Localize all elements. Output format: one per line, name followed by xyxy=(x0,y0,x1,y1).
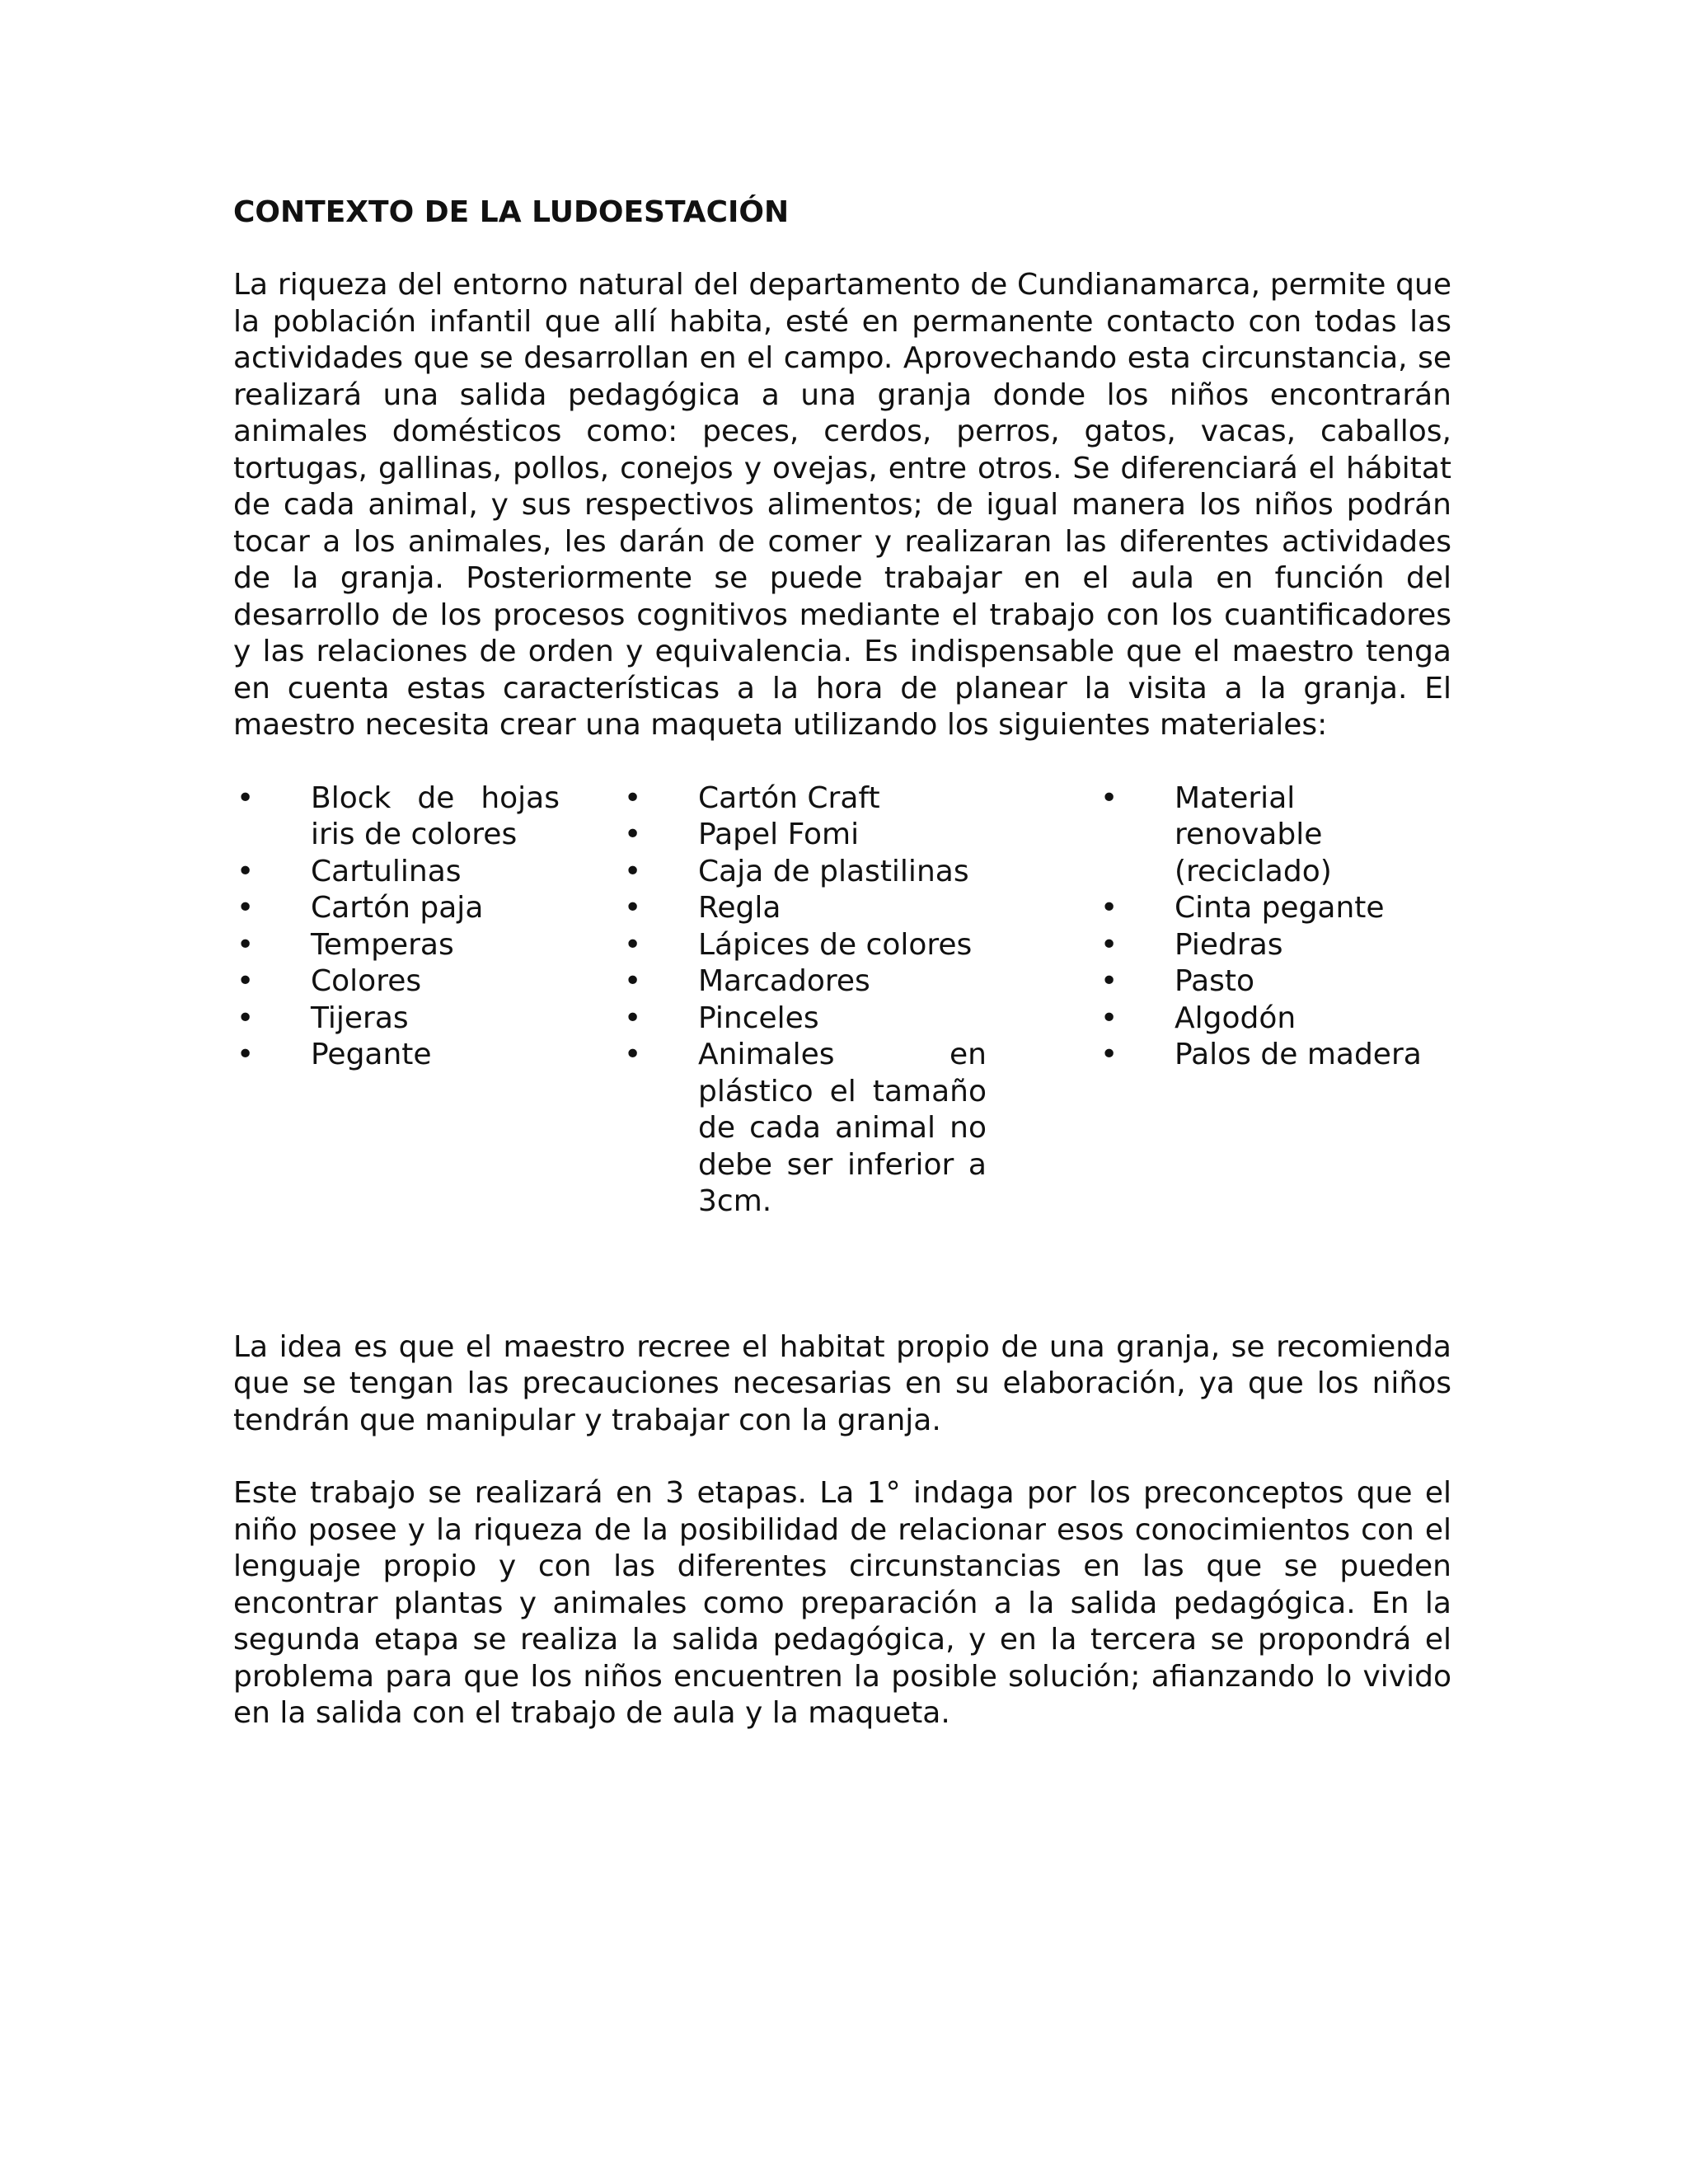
page-content xyxy=(233,194,1451,1732)
bullet-icon: • xyxy=(1100,1001,1118,1035)
bullet-icon: • xyxy=(624,818,642,851)
bullet-icon: • xyxy=(237,964,255,998)
intro-paragraph: La riqueza del entorno natural del departamento de Cundianamarca, permite que la población infantil que allí habita, esté en permanente contacto con todas las actividades que se desarrollan en el campo. Aprovechando esta circunstancia, se realizará una salida pedagógica a una granja donde los niños encontrarán animales domésticos como: peces, cerdos, perros, gatos, vacas, caballos, tortugas, gallinas, pollos, conejos y ovejas, entre otros. Se diferenciará el hábitat de cada animal, y sus respectivos alimentos; de igual manera los niños podrán tocar a los animales, les darán de comer y realizaran las diferentes actividades de la granja. Posteriormente se puede trabajar en el aula en función del desarrollo de los procesos cognitivos mediante el trabajo con los cuantificadores y las relaciones de orden y equivalencia. Es indispensable que el maestro tenga en cuenta estas características a la hora de planear la visita a la granja. El maestro necesita crear una maqueta utilizando los siguientes materiales: xyxy=(233,268,1451,742)
list-item: • Block de hojas iris de colores xyxy=(237,780,560,851)
bullet-icon: • xyxy=(237,891,255,925)
list-item: • Temperas xyxy=(233,927,560,964)
materials-column-1 xyxy=(233,780,621,1221)
bullet-icon: • xyxy=(237,1001,255,1035)
materials-column-2 xyxy=(621,780,1097,1221)
list-item: • Cartón paja xyxy=(233,890,560,927)
list-item: • Colores xyxy=(233,963,560,1001)
bullet-icon: • xyxy=(1100,1038,1118,1071)
habitat-paragraph: La idea es que el maestro recree el habitat propio de una granja, se recomienda que se tengan las precauciones necesarias en su elaboración, ya que los niños tendrán que manipular y trabajar con la granja. xyxy=(233,1329,1451,1437)
list-item: • Tijeras xyxy=(233,1001,560,1038)
list-item: • Cinta pegante xyxy=(1097,890,1430,927)
list-item: • Cartulinas xyxy=(233,854,560,891)
list-item: • Pegante xyxy=(233,1037,560,1074)
materials-column-3 xyxy=(1097,780,1451,1221)
list-item: • Pinceles xyxy=(621,1001,987,1038)
list-item: • Piedras xyxy=(1097,927,1430,964)
list-item: • Caja de plastilinas xyxy=(621,854,987,891)
list-item: • Pasto xyxy=(1097,963,1430,1001)
page-title: CONTEXTO DE LA LUDOESTACIÓN xyxy=(233,195,790,229)
list-item: • Algodón xyxy=(1097,1001,1430,1038)
list-item: • Papel Fomi xyxy=(621,817,987,854)
stages-paragraph: Este trabajo se realizará en 3 etapas. La 1° indaga por los preconceptos que el niño posee y la riqueza de la posibilidad de relacionar esos conocimientos con el lenguaje propio y con las diferentes circunstancias en las que se pueden encontrar plantas y animales como preparación a la salida pedagógica. En la segunda etapa se realiza la salida pedagógica, y en la tercera se propondrá el problema para que los niños encuentren la posible solución; afianzando lo vivido en la salida con el trabajo de aula y la maqueta. xyxy=(233,1476,1451,1730)
list-item: • Material renovable (reciclado) xyxy=(1100,780,1332,888)
bullet-icon: • xyxy=(1100,964,1118,998)
bullet-icon: • xyxy=(237,927,255,962)
bullet-icon: • xyxy=(624,854,642,888)
bullet-icon: • xyxy=(237,1038,255,1071)
list-item: • Animales en plástico el tamaño de cada animal no debe ser inferior a 3cm. xyxy=(624,1038,987,1218)
bullet-icon: • xyxy=(624,927,642,962)
materials-list xyxy=(233,780,1451,1221)
bullet-icon: • xyxy=(237,780,255,815)
bullet-icon: • xyxy=(624,1038,642,1071)
bullet-icon: • xyxy=(1100,927,1118,962)
bullet-icon: • xyxy=(624,1001,642,1035)
list-item: • Regla xyxy=(621,890,987,927)
list-item: • Palos de madera xyxy=(1097,1037,1430,1074)
bullet-icon: • xyxy=(624,964,642,998)
list-item: • Cartón Craft xyxy=(621,780,987,818)
bullet-icon: • xyxy=(624,780,642,815)
bullet-icon: • xyxy=(1100,780,1118,815)
list-item: • Lápices de colores xyxy=(621,927,987,964)
bullet-icon: • xyxy=(624,891,642,925)
bullet-icon: • xyxy=(237,854,255,888)
list-item: • Marcadores xyxy=(621,963,987,1001)
bullet-icon: • xyxy=(1100,891,1118,925)
